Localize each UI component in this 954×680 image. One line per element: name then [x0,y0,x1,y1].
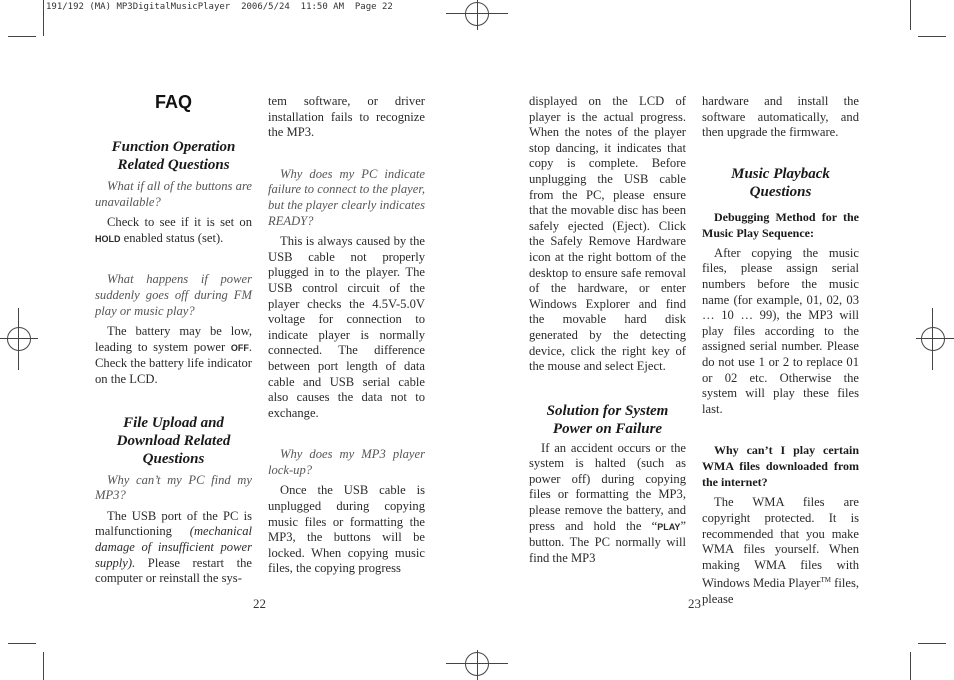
question: Why does my MP3 player lock-up? [268,447,425,477]
column-1 [95,138,252,587]
question: Why does my PC indicate failure to connect to the player, but the player clearly indicates READY? [268,166,425,228]
answer-text: ” button. The PC normally will find the MP3 [529,518,686,565]
page-number-right: 23 [688,596,701,611]
crop-mark [43,652,44,680]
answer-text: Check to see if it is set on [107,215,252,230]
answer-text: files, please [702,576,859,607]
key-label: PLAY [657,521,681,532]
key-label: OFF [230,342,249,353]
answer [702,495,859,607]
crop-mark [918,643,946,644]
column-3 [529,94,686,566]
crop-mark [43,0,44,36]
crop-mark [918,36,946,37]
column-4 [702,94,859,608]
answer-text: Please restart the computer or reinstall the sys- [95,555,252,586]
bold-question: Why can’t I play certain WMA files downloaded from the internet? [702,443,859,490]
crop-mark [8,643,36,644]
registration-circle [7,327,31,351]
print-slug: 191/192 (MA) MP3DigitalMusicPlayer 2006/5/24 11:50 AM Page 22 [46,2,393,12]
answer-text: . Check the battery life indicator on the LCD. [95,339,252,386]
answer-text: If an accident occurs or the system is halted (such as power off) during copying files or formatting the MP3, please remove the battery, and press and hold the “ [529,440,686,533]
trademark-symbol: TM [820,576,831,585]
section-heading: Music Playback Questions [731,165,830,200]
answer-text: The battery may be low, leading to system power [95,324,252,354]
answer-continued: displayed on the LCD of player is the actual progress. When the notes of the player stop dancing, it indicates that copy is complete. Before unplugging the USB cable from the PC, please ensure that the movable disc has been safely ejected (Eject). Click the Safely Remove Hardware icon at the right bottom of the desktop to ensure safe removal of the hardware, or enter Windows Explorer and find the movable hard disk generated by the detecting device, click the right key of the mouse and select Eject. [529,94,686,374]
answer [95,215,252,247]
answer-text: enabled status (set). [120,230,224,245]
key-label: HOLD [95,233,121,244]
section-heading: Solution for System Power on Failure [546,402,669,437]
registration-circle [465,2,489,26]
answer [95,324,252,387]
bold-question: Debugging Method for the Music Play Sequence: [702,209,859,240]
column-2 [268,94,425,577]
answer [95,509,252,587]
section-heading: File Upload and Download Related Questions [116,414,231,467]
crop-mark [8,36,36,37]
answer-text: The WMA files are copyright protected. It is recommended that you make WMA files yourself. When making WMA files with Windows Media Player [702,495,859,591]
registration-circle [921,327,945,351]
answer-text: The USB port of the PC is malfunctioning [95,508,252,539]
crop-mark [910,0,911,30]
answer-continued: hardware and install the software automatically, and then upgrade the firmware. [702,94,859,140]
registration-circle [465,652,489,676]
question: Why can’t my PC find my MP3? [95,472,252,503]
answer [529,441,686,567]
answer: Once the USB cable is unplugged during copying music files or formatting the MP3, the buttons will be locked. When copying music files, the copying progress [268,483,425,576]
crop-mark [910,652,911,680]
answer: This is always caused by the USB cable not properly plugged in to the player. The USB control circuit of the player checks the 4.5V-5.0V voltage for connection to indicate player is normally connected. The difference between port length of data cable and USB serial cable also causes the data not to exchange. [268,234,425,420]
answer-emphasis: (mechanical damage of insufficient power supply). [95,524,252,570]
question: What happens if power suddenly goes off during FM play or music play? [95,272,252,318]
page-number-left: 22 [253,596,266,611]
page-title: FAQ [155,92,193,112]
answer-continued: tem software, or driver installation fails to recognize the MP3. [268,94,425,140]
question: What if all of the buttons are unavailable? [95,179,252,209]
section-heading: Function Operation Related Questions [111,139,236,173]
answer: After copying the music files, please assign serial numbers before the music name (for example, 01, 02, 03 … 10 … 99), the MP3 will play files according to the assigned serial number. Please do not use 1 or 2 to replace 01 or 02 etc. Otherwise the system will play these files last. [702,245,859,416]
